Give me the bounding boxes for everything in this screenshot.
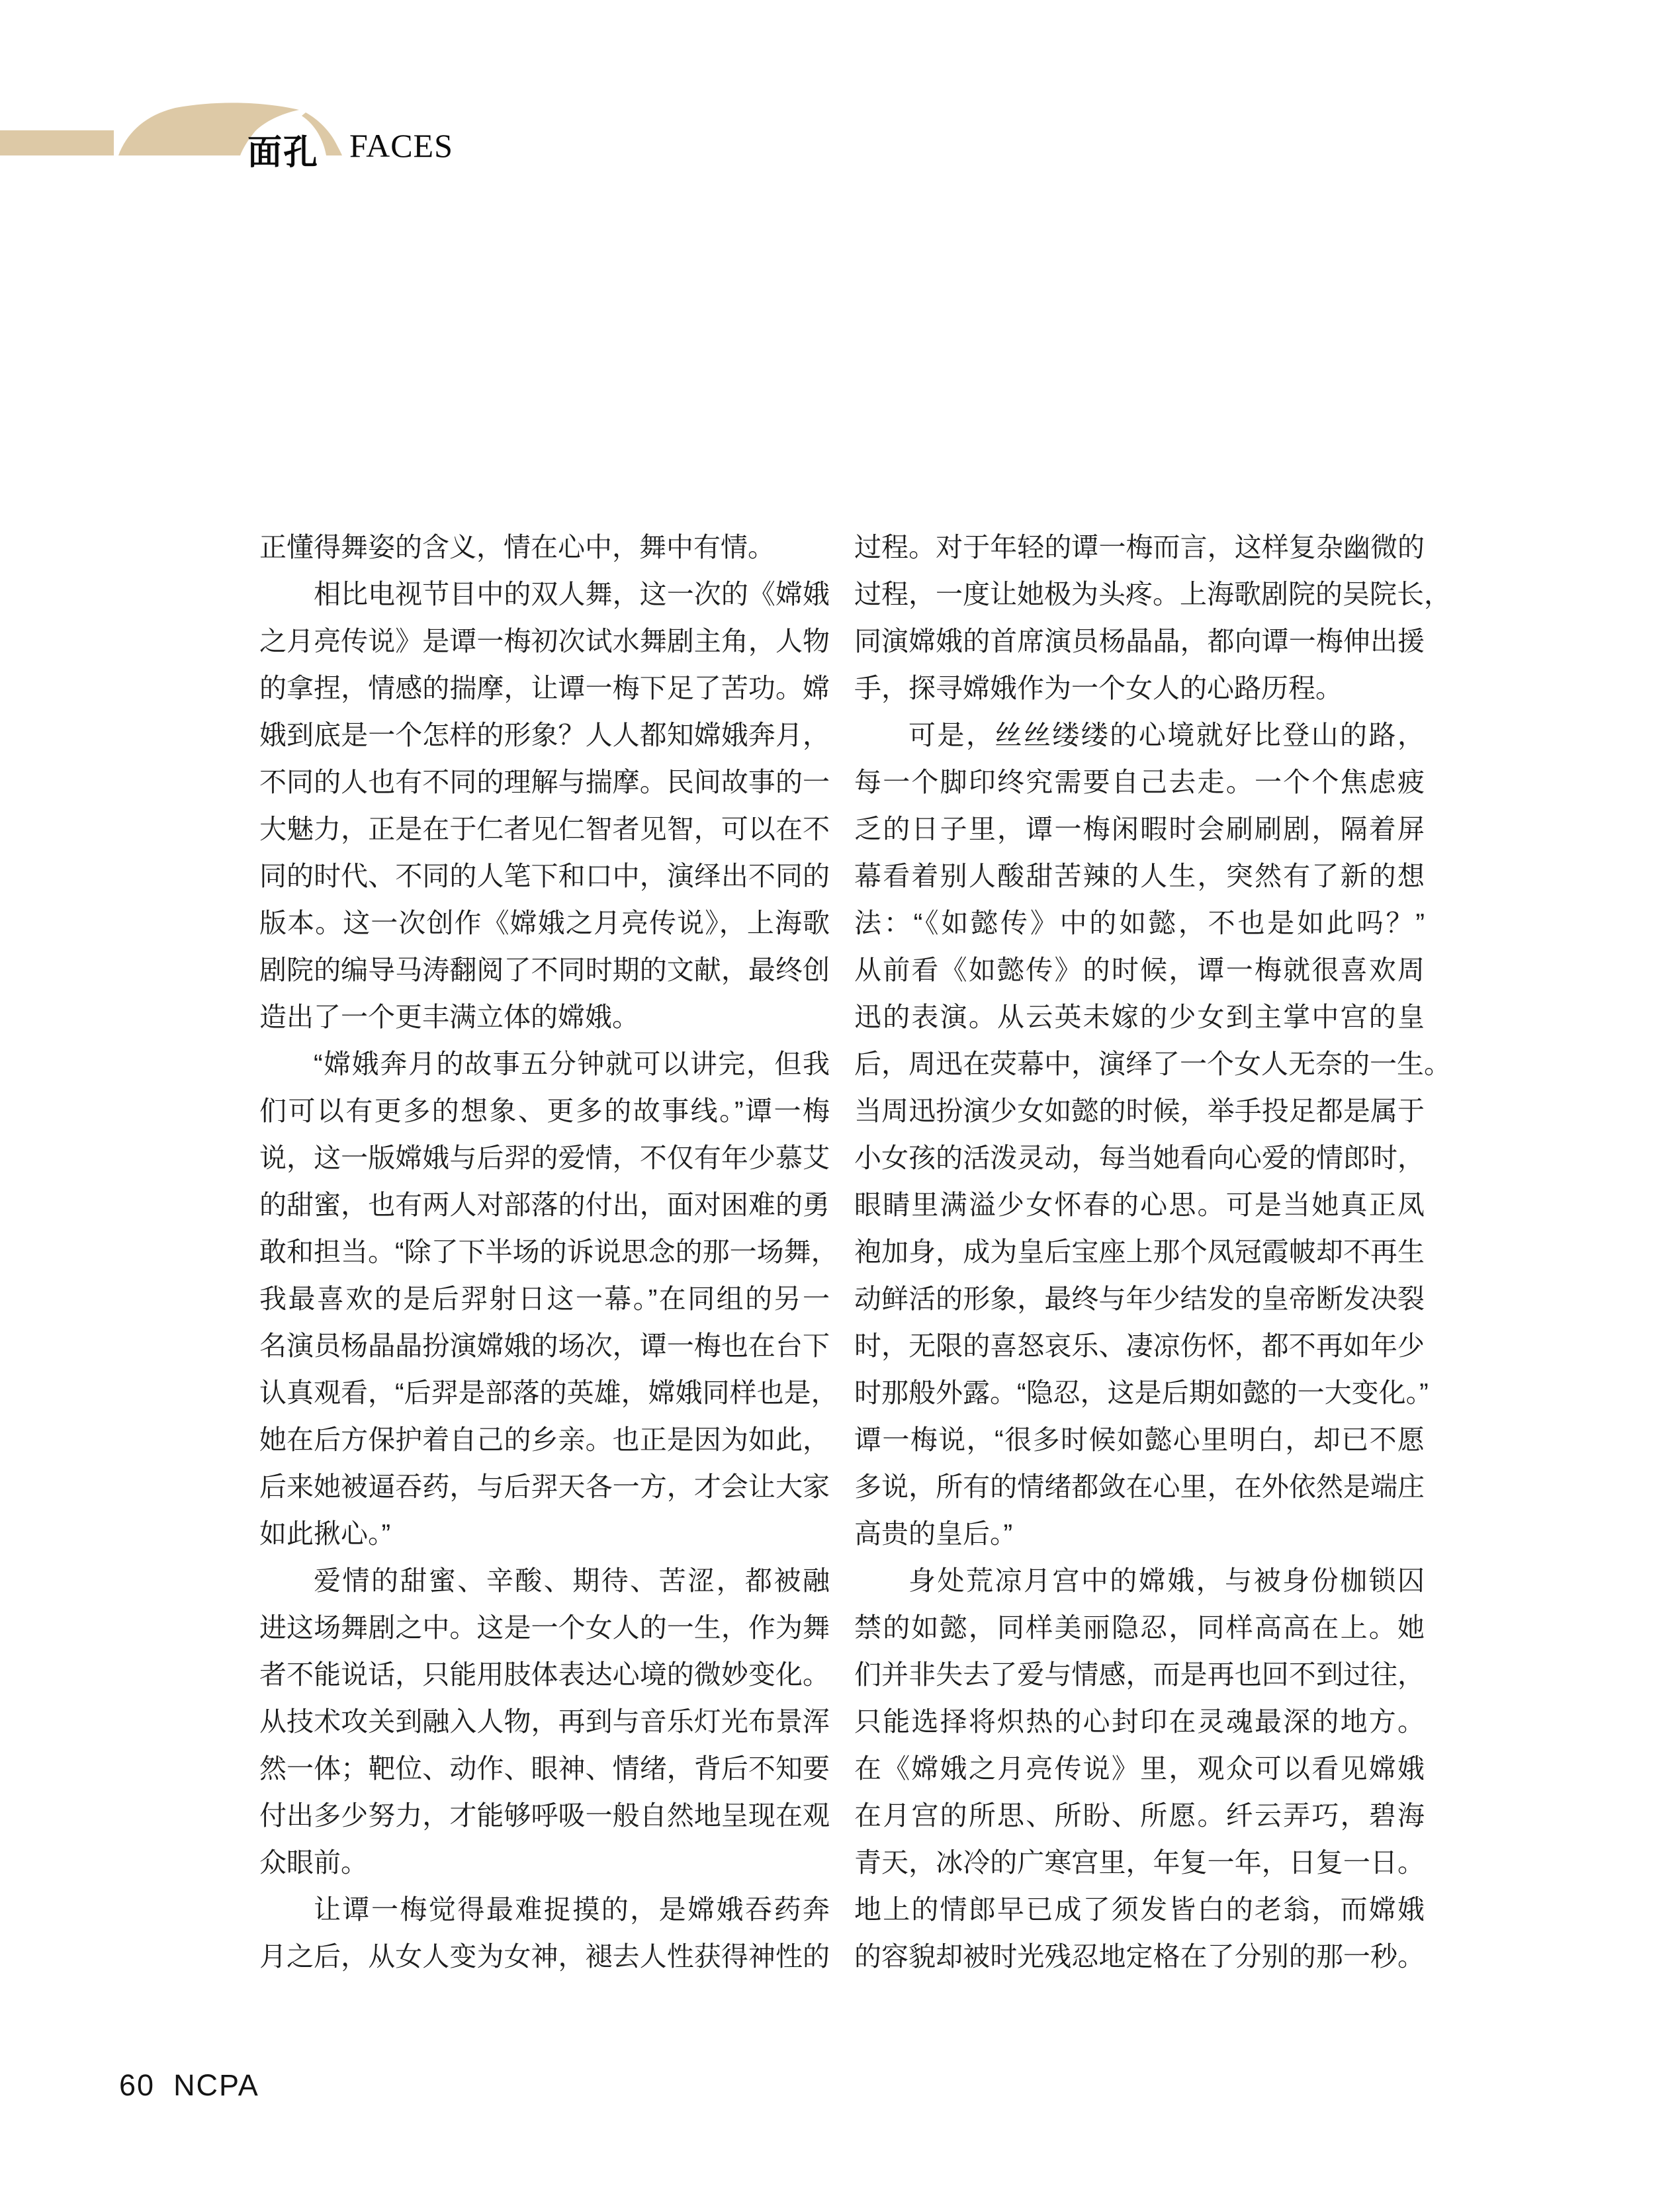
text-line: 爱情的甜蜜、辛酸、期待、苦涩，都被融	[314, 1565, 830, 1596]
text-line: 的容貌却被时光残忍地定格在了分别的那一秒。	[854, 1941, 1425, 1972]
text-line: 从技术攻关到融入人物，再到与音乐灯光布景浑	[259, 1706, 830, 1737]
article-column-right	[854, 524, 1451, 1980]
text-line: 进这场舞剧之中。这是一个女人的一生，作为舞	[259, 1612, 830, 1643]
text-line: 乏的日子里，谭一梅闲暇时会刷刷剧，隔着屏	[854, 814, 1425, 844]
text-line: 付出多少努力，才能够呼吸一般自然地呈现在观	[259, 1800, 830, 1831]
text-line: 们并非失去了爱与情感，而是再也回不到过往，	[854, 1659, 1425, 1690]
text-line: 众眼前。	[259, 1847, 368, 1878]
text-line: 青天，冰冷的广寒宫里，年复一年，日复一日。	[854, 1847, 1425, 1878]
text-line: 不同的人也有不同的理解与揣摩。民间故事的一	[259, 767, 830, 797]
text-line: 后来她被逼吞药，与后羿天各一方，才会让大家	[259, 1471, 830, 1502]
text-line: 们可以有更多的想象、更多的故事线。”谭一梅	[259, 1096, 830, 1126]
text-line: 法：“《如懿传》中的如懿，不也是如此吗？”	[854, 908, 1425, 938]
text-line: 相比电视节目中的双人舞，这一次的《嫦娥	[314, 579, 830, 609]
text-line: 过程，一度让她极为头疼。上海歌剧院的吴院长，	[854, 579, 1451, 609]
text-line: 当周迅扮演少女如懿的时候，举手投足都是属于	[854, 1096, 1425, 1126]
text-line: 高贵的皇后。”	[854, 1518, 1013, 1549]
text-line: 正懂得舞姿的含义，情在心中，舞中有情。	[259, 532, 775, 562]
text-line: 只能选择将炽热的心封印在灵魂最深的地方。	[854, 1706, 1425, 1737]
text-line: 造出了一个更丰满立体的嫦娥。	[259, 1002, 639, 1032]
text-line: 每一个脚印终究需要自己去走。一个个焦虑疲	[854, 767, 1425, 797]
section-title-chinese: 面孔	[247, 134, 320, 172]
text-line: 后，周迅在荧幕中，演绎了一个女人无奈的一生。	[854, 1049, 1451, 1079]
text-line: 版本。这一次创作《嫦娥之月亮传说》，上海歌	[259, 908, 830, 938]
text-line: 地上的情郎早已成了须发皆白的老翁，而嫦娥	[854, 1894, 1425, 1925]
text-line: 同演嫦娥的首席演员杨晶晶，都向谭一梅伸出援	[854, 626, 1425, 656]
text-line: 同的时代、不同的人笔下和口中，演绎出不同的	[259, 861, 830, 891]
text-line: 从前看《如懿传》的时候，谭一梅就很喜欢周	[854, 955, 1425, 985]
text-line: 在《嫦娥之月亮传说》里，观众可以看见嫦娥	[854, 1753, 1425, 1784]
text-line: 娥到底是一个怎样的形象？人人都知嫦娥奔月，	[259, 720, 830, 750]
text-line: 我最喜欢的是后羿射日这一幕。”在同组的另一	[259, 1284, 830, 1314]
text-line: 禁的如懿，同样美丽隐忍，同样高高在上。她	[854, 1612, 1425, 1643]
text-line: 如此揪心。”	[259, 1518, 391, 1549]
text-line: 手，探寻嫦娥作为一个女人的心路历程。	[854, 673, 1343, 703]
page-number: 60	[119, 2068, 155, 2102]
text-line: 她在后方保护着自己的乡亲。也正是因为如此，	[259, 1424, 830, 1455]
text-line: 动鲜活的形象，最终与年少结发的皇帝断发决裂	[854, 1284, 1425, 1314]
text-line: 的甜蜜，也有两人对部落的付出，面对困难的勇	[259, 1190, 830, 1220]
text-line: 迅的表演。从云英未嫁的少女到主掌中宫的皇	[854, 1002, 1425, 1032]
text-line: 者不能说话，只能用肢体表达心境的微妙变化。	[259, 1659, 830, 1690]
text-line: 在月宫的所思、所盼、所愿。纤云弄巧，碧海	[854, 1800, 1425, 1831]
text-line: 时那般外露。“隐忍，这是后期如懿的一大变化。”	[854, 1378, 1429, 1408]
page-folio	[119, 2068, 259, 2103]
section-title-english: FACES	[349, 127, 453, 164]
text-line: 剧院的编导马涛翻阅了不同时期的文献，最终创	[259, 955, 830, 985]
article-column-left	[259, 524, 838, 1980]
text-line: 敢和担当。“除了下半场的诉说思念的那一场舞，	[259, 1237, 838, 1267]
text-line: 谭一梅说，“很多时候如懿心里明白，却已不愿	[854, 1424, 1425, 1455]
text-line: 大魅力，正是在于仁者见仁智者见智，可以在不	[259, 814, 830, 844]
text-line: 袍加身，成为皇后宝座上那个凤冠霞帔却不再生	[854, 1237, 1425, 1267]
text-line: 的拿捏，情感的揣摩，让谭一梅下足了苦功。嫦	[259, 673, 830, 703]
header-bar-shape	[0, 130, 114, 155]
text-line: 小女孩的活泼灵动，每当她看向心爱的情郎时，	[854, 1143, 1425, 1173]
text-line: 认真观看，“后羿是部落的英雄，嫦娥同样也是，	[259, 1378, 838, 1408]
text-line: 过程。对于年轻的谭一梅而言，这样复杂幽微的	[854, 532, 1425, 562]
text-line: 说，这一版嫦娥与后羿的爱情，不仅有年少慕艾	[259, 1143, 830, 1173]
text-line: 身处荒凉月宫中的嫦娥，与被身份枷锁囚	[908, 1565, 1425, 1596]
text-line: 眼睛里满溢少女怀春的心思。可是当她真正凤	[854, 1190, 1425, 1220]
text-line: 月之后，从女人变为女神，褪去人性获得神性的	[259, 1941, 830, 1972]
text-line: 之月亮传说》是谭一梅初次试水舞剧主角，人物	[259, 626, 830, 656]
text-line: 时，无限的喜怒哀乐、凄凉伤怀，都不再如年少	[854, 1331, 1425, 1361]
text-line: 然一体；靶位、动作、眼神、情绪，背后不知要	[259, 1753, 830, 1784]
text-line: “嫦娥奔月的故事五分钟就可以讲完，但我	[314, 1049, 830, 1079]
text-line: 多说，所有的情绪都敛在心里，在外依然是端庄	[854, 1471, 1425, 1502]
text-line: 让谭一梅觉得最难捉摸的，是嫦娥吞药奔	[314, 1894, 830, 1925]
text-line: 可是，丝丝缕缕的心境就好比登山的路，	[908, 720, 1425, 750]
text-line: 幕看着别人酸甜苦辣的人生，突然有了新的想	[854, 861, 1425, 891]
text-line: 名演员杨晶晶扮演嫦娥的场次，谭一梅也在台下	[259, 1331, 830, 1361]
magazine-brand: NCPA	[173, 2068, 259, 2102]
